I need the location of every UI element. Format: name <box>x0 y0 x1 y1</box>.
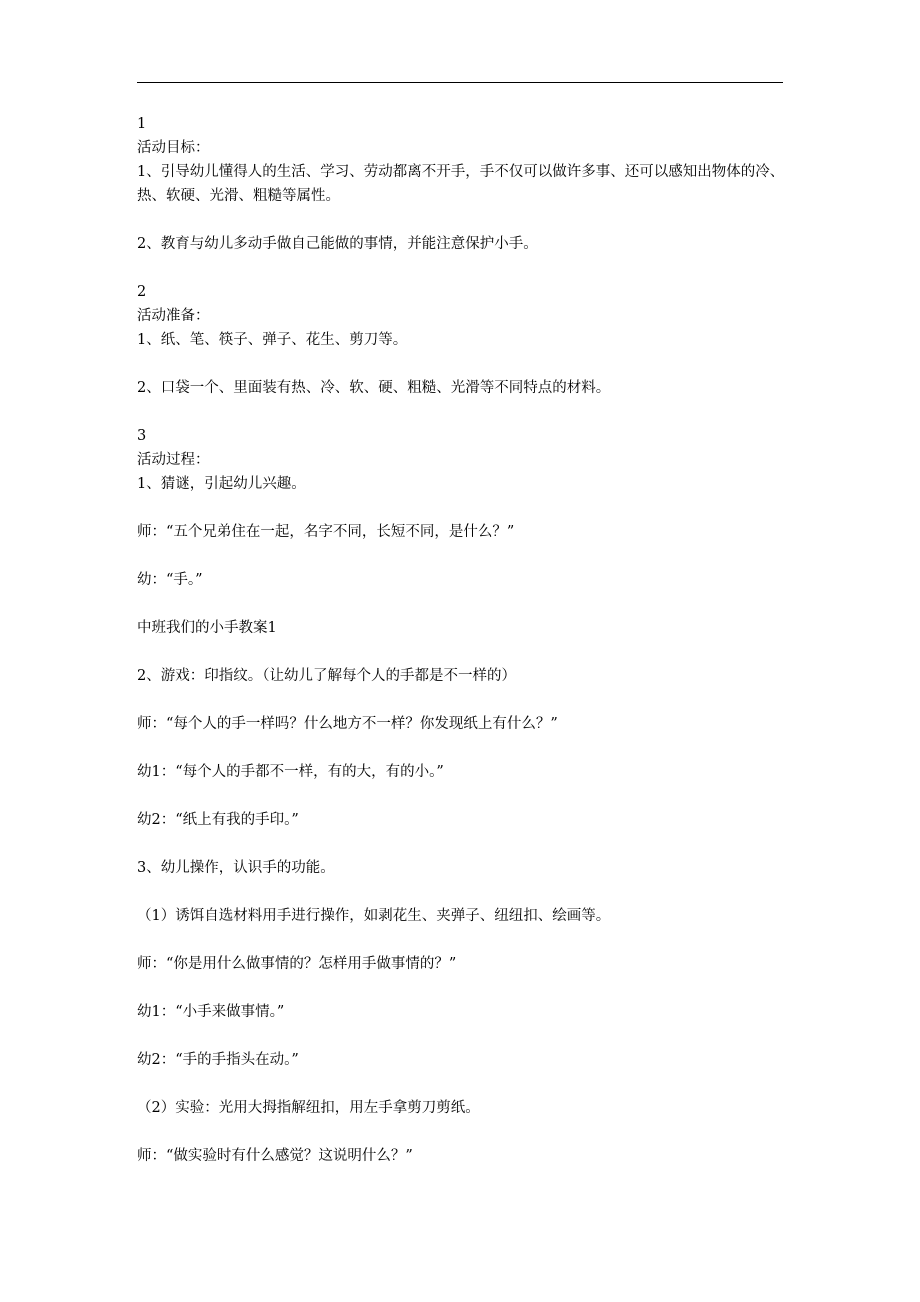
paragraph: 师：“五个兄弟住在一起，名字不同，长短不同，是什么？” <box>137 524 515 540</box>
section-number: 3 <box>137 428 147 444</box>
paragraph: 幼2：“纸上有我的手印。” <box>137 812 299 828</box>
paragraph: 2、教育与幼儿多动手做自己能做的事情，并能注意保护小手。 <box>137 236 538 252</box>
paragraph: 2、口袋一个、里面装有热、冷、软、硬、粗糙、光滑等不同特点的材料。 <box>137 380 611 396</box>
paragraph: 幼：“手。” <box>137 572 203 588</box>
paragraph: （2）实验：光用大拇指解纽扣，用左手拿剪刀剪纸。 <box>137 1100 480 1116</box>
paragraph: 1、引导幼儿懂得人的生活、学习、劳动都离不开手，手不仅可以做许多事、还可以感知出物体的冷、热、软硬、光滑、粗糙等属性。 <box>137 164 785 204</box>
paragraph: 师：“每个人的手一样吗？什么地方不一样？你发现纸上有什么？” <box>137 716 558 732</box>
paragraph: 师：“做实验时有什么感觉？这说明什么？” <box>137 1148 413 1164</box>
paragraph: 师：“你是用什么做事情的？怎样用手做事情的？” <box>137 956 457 972</box>
section-number: 2 <box>137 284 147 300</box>
section-2 <box>137 280 785 400</box>
section-3 <box>137 424 785 1168</box>
paragraph: 幼1：“每个人的手都不一样，有的大，有的小。” <box>137 764 444 780</box>
section-heading: 活动准备： <box>137 308 210 324</box>
paragraph: 1、纸、笔、筷子、弹子、花生、剪刀等。 <box>137 332 408 348</box>
paragraph: 幼2：“手的手指头在动。” <box>137 1052 299 1068</box>
paragraph: 1、猜谜，引起幼儿兴趣。 <box>137 476 306 492</box>
paragraph: 中班我们的小手教案1 <box>137 620 277 636</box>
header-rule <box>137 82 783 83</box>
section-heading: 活动目标： <box>137 140 210 156</box>
paragraph: 2、游戏：印指纹。（让幼儿了解每个人的手都是不一样的） <box>137 668 516 684</box>
section-heading: 活动过程： <box>137 452 210 468</box>
paragraph: （1）诱饵自选材料用手进行操作，如剥花生、夹弹子、纽纽扣、绘画等。 <box>137 908 611 924</box>
document-body <box>137 112 785 1168</box>
section-1 <box>137 112 785 256</box>
section-number: 1 <box>137 116 147 132</box>
paragraph: 幼1：“小手来做事情。” <box>137 1004 285 1020</box>
paragraph: 3、幼儿操作，认识手的功能。 <box>137 860 335 876</box>
